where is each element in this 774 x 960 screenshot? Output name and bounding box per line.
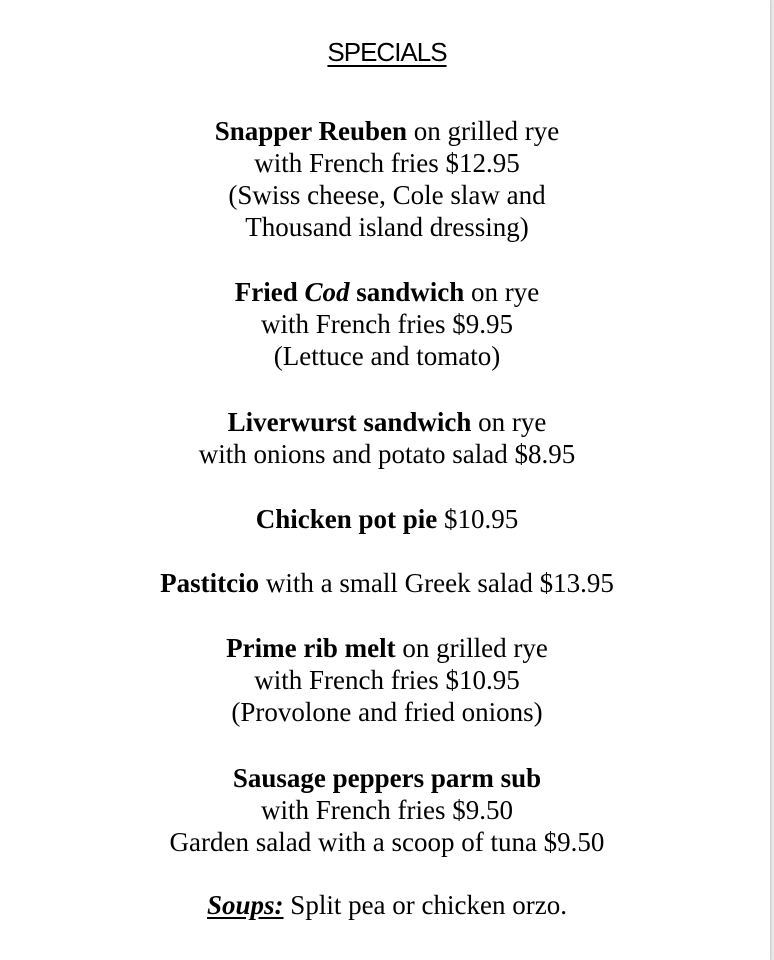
menu-item-snapper-reuben [0, 115, 774, 243]
item-name: Fried [234, 277, 305, 307]
item-name: Prime rib melt [226, 633, 396, 663]
item-desc: on rye [471, 407, 547, 437]
item-note: (Provolone and fried onions) [231, 697, 543, 727]
item-line [0, 115, 774, 147]
item-note: (Swiss cheese, Cole slaw and [228, 180, 546, 210]
item-price-line: with French fries $9.95 [261, 309, 513, 339]
item-price-line: with French fries $10.95 [254, 665, 520, 695]
item-note: (Lettuce and tomato) [273, 341, 501, 371]
item-desc: with a small Greek salad $13.95 [259, 568, 614, 598]
soups-text: Split pea or chicken orzo. [283, 890, 567, 920]
item-name: Pastitcio [160, 568, 260, 598]
item-price-line: with French fries $12.95 [254, 148, 520, 178]
item-name: Snapper Reuben [214, 116, 408, 146]
menu-item-fried-cod [0, 276, 774, 372]
item-desc: on grilled rye [407, 116, 560, 146]
item-note: Thousand island dressing) [245, 212, 529, 242]
item-line [0, 889, 774, 921]
item-price: $10.95 [437, 504, 519, 534]
menu-item-chicken-pot-pie [0, 503, 774, 535]
item-name: Sausage peppers parm sub [232, 763, 542, 793]
item-line [0, 406, 774, 438]
item-name: Liverwurst sandwich [227, 407, 472, 437]
item-name: sandwich [349, 277, 465, 307]
item-price-line: Garden salad with a scoop of tuna $9.50 [169, 827, 605, 857]
item-desc: on rye [464, 277, 540, 307]
page-title: SPECIALS [327, 37, 447, 67]
item-price-line: with onions and potato salad $8.95 [198, 439, 576, 469]
menu-item-pastitcio [0, 567, 774, 599]
item-price-line: with French fries $9.50 [261, 795, 513, 825]
item-line [0, 503, 774, 535]
item-line [0, 276, 774, 308]
item-line [0, 567, 774, 599]
item-desc: on grilled rye [395, 633, 548, 663]
menu-item-liverwurst [0, 406, 774, 470]
menu-item-sausage-peppers-parm-sub [0, 762, 774, 858]
menu-item-prime-rib-melt [0, 632, 774, 728]
item-name: Chicken pot pie [255, 504, 438, 534]
item-name-emphasis: Cod [304, 277, 350, 307]
menu-item-soups [0, 889, 774, 921]
soups-label: Soups: [207, 890, 284, 920]
item-line [0, 632, 774, 664]
